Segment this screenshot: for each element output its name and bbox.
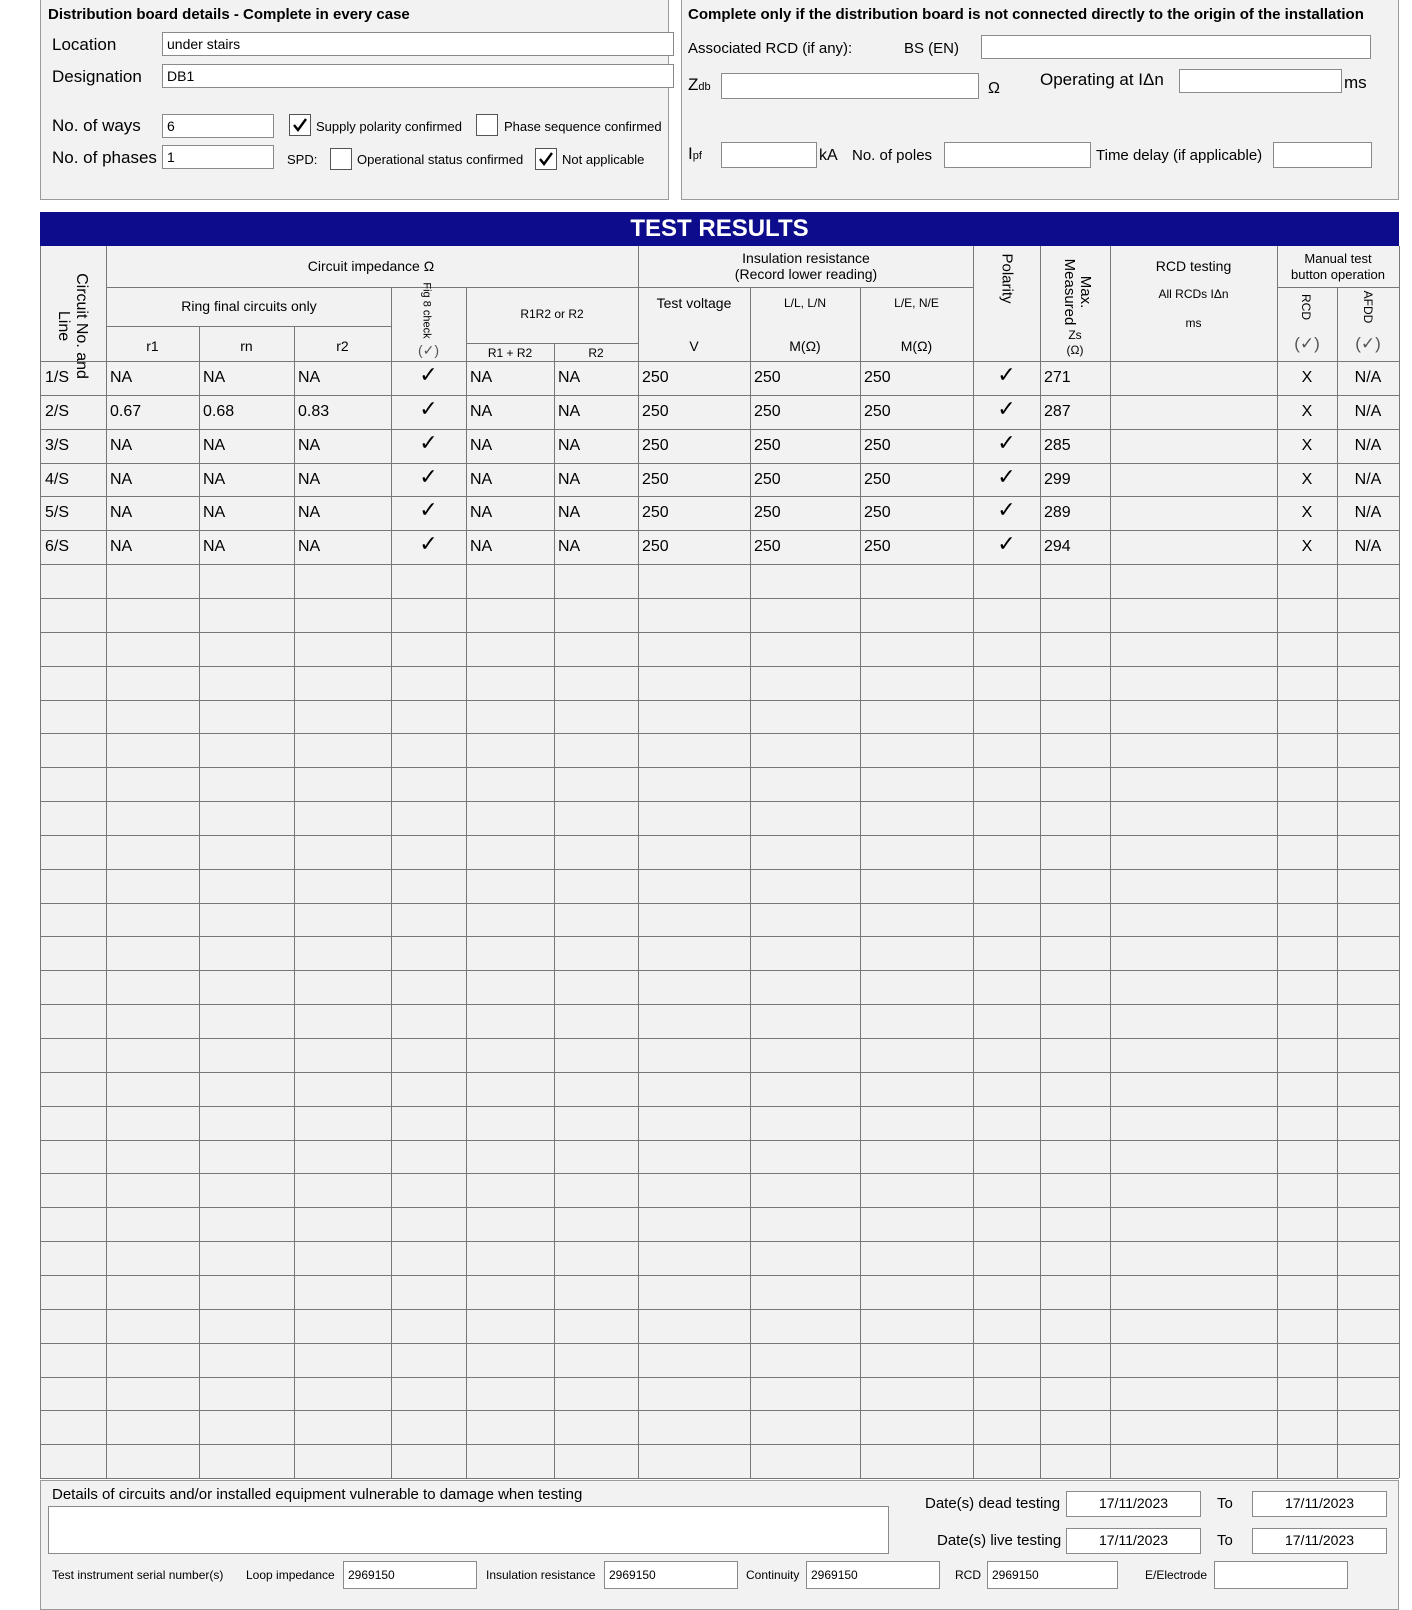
cell-fig8[interactable]: ✓ [419, 464, 438, 489]
cell-zs[interactable]: 271 [1044, 369, 1071, 386]
grid-border-right [1399, 246, 1400, 1478]
dead-testing-label: Date(s) dead testing [925, 1495, 1061, 1512]
grid-hline [40, 598, 1399, 599]
cell-polarity[interactable]: ✓ [997, 464, 1016, 489]
delay-field[interactable] [1273, 142, 1372, 168]
grid-hline [40, 869, 1399, 870]
header-rcd: RCD [1299, 294, 1313, 320]
cell-voltage[interactable]: 250 [642, 504, 669, 521]
cell-voltage[interactable]: 250 [642, 369, 669, 386]
grid-hline [40, 1343, 1399, 1344]
associated-rcd-label: Associated RCD (if any): [688, 40, 853, 57]
cell-r2b[interactable]: NA [558, 504, 581, 521]
ways-field[interactable]: 6 [162, 114, 274, 138]
poles-label: No. of poles [852, 147, 933, 164]
grid-vline [466, 287, 467, 1478]
header-ring-final: Ring final circuits only [181, 298, 317, 314]
grid-hline [40, 666, 1399, 667]
supply-polarity-label: Supply polarity confirmed [316, 119, 462, 134]
phases-label: No. of phases [52, 148, 157, 167]
cell-circuit[interactable]: 6/S [45, 538, 70, 555]
cell-r2b[interactable]: NA [558, 369, 581, 386]
cell-rcd[interactable]: X [1301, 538, 1313, 555]
not-applicable-label: Not applicable [562, 152, 645, 167]
operating-label: Operating at IΔn [1040, 70, 1164, 89]
grid-hline [40, 801, 1399, 802]
header-all-rcds: All RCDs IΔn [1158, 287, 1229, 301]
rcd-instrument-field[interactable]: 2969150 [987, 1561, 1118, 1589]
cell-afdd[interactable]: N/A [1354, 538, 1382, 555]
phase-sequence-checkbox[interactable] [476, 114, 498, 136]
grid-hline [40, 463, 1399, 464]
header-v: V [689, 338, 699, 354]
cell-afdd[interactable]: N/A [1354, 437, 1382, 454]
grid-hline [40, 1004, 1399, 1005]
grid-hline [40, 1410, 1399, 1411]
dead-from-field[interactable]: 17/11/2023 [1066, 1491, 1201, 1517]
grid-vline [973, 246, 974, 1478]
cell-zs[interactable]: 294 [1044, 538, 1071, 555]
ms-label: ms [1344, 73, 1367, 92]
location-label: Location [52, 35, 117, 54]
header-afdd: AFDD [1361, 290, 1375, 324]
zdb-field[interactable] [721, 73, 979, 99]
cell-circuit[interactable]: 3/S [45, 437, 70, 454]
cell-le[interactable]: 250 [864, 538, 891, 555]
header-r2: r2 [336, 338, 349, 354]
designation-label: Designation [52, 67, 142, 86]
header-r1: r1 [146, 338, 159, 354]
checkmark-icon [538, 151, 554, 167]
cell-r1[interactable]: NA [110, 369, 133, 386]
operational-status-checkbox[interactable] [330, 148, 352, 170]
poles-field[interactable] [944, 142, 1091, 168]
grid-vline [106, 246, 107, 1478]
phase-sequence-label: Phase sequence confirmed [504, 119, 662, 134]
cell-r2[interactable]: NA [298, 437, 321, 454]
grid-hline [40, 700, 1399, 701]
cell-fig8[interactable]: ✓ [419, 430, 438, 455]
cell-r2[interactable]: NA [298, 538, 321, 555]
cell-voltage[interactable]: 250 [642, 437, 669, 454]
supply-polarity-checkbox[interactable] [289, 114, 311, 136]
header-zs-ohm: (Ω) [1066, 343, 1084, 357]
not-applicable-checkbox[interactable] [535, 148, 557, 170]
grid-vline [638, 246, 639, 1478]
cell-r1r2[interactable]: NA [470, 369, 493, 386]
grid-hline [40, 1173, 1399, 1174]
header-polarity: Polarity [998, 253, 1016, 304]
cell-polarity[interactable]: ✓ [997, 531, 1016, 556]
cell-voltage[interactable]: 250 [642, 471, 669, 488]
grid-hline [40, 1275, 1399, 1276]
cell-zs[interactable]: 299 [1044, 471, 1071, 488]
header-test-voltage: Test voltage [656, 295, 732, 311]
cell-polarity[interactable]: ✓ [997, 430, 1016, 455]
grid-vline [391, 287, 392, 1478]
instrument-label: Test instrument serial number(s) [52, 1568, 224, 1582]
ipf-main: I [688, 144, 693, 163]
header-circuit-no: Circuit No. and Line [55, 273, 90, 379]
cell-circuit[interactable]: 4/S [45, 471, 70, 488]
grid-hline [40, 564, 1399, 565]
cell-r2b[interactable]: NA [558, 403, 581, 420]
grid-hline [106, 287, 638, 288]
header-manual-2: button operation [1291, 267, 1385, 282]
cell-r1[interactable]: NA [110, 538, 133, 555]
operational-status-label: Operational status confirmed [357, 152, 524, 167]
grid-hline [106, 326, 391, 327]
loop-label: Loop impedance [246, 1568, 335, 1582]
cell-rcd[interactable]: X [1301, 437, 1313, 454]
cell-afdd[interactable]: N/A [1354, 504, 1382, 521]
board-details-title: Distribution board details - Complete in every case [48, 6, 410, 23]
header-circuit-impedance: Circuit impedance Ω [307, 258, 435, 274]
origin-panel [681, 0, 1399, 200]
grid-hline [40, 1072, 1399, 1073]
cell-fig8[interactable]: ✓ [419, 396, 438, 421]
ipf-field[interactable] [721, 142, 817, 168]
cell-r2b[interactable]: NA [558, 538, 581, 555]
grid-hline [40, 767, 1399, 768]
header-insulation-2: (Record lower reading) [734, 266, 878, 282]
grid-hline [40, 1478, 1399, 1479]
cell-rcd[interactable]: X [1301, 471, 1313, 488]
test-results-title: TEST RESULTS [40, 212, 1399, 246]
cell-polarity[interactable]: ✓ [997, 497, 1016, 522]
ohm-label: Ω [988, 80, 1000, 97]
cell-rn[interactable]: 0.68 [203, 403, 235, 420]
cell-rcd[interactable]: X [1301, 369, 1313, 386]
operating-field[interactable] [1179, 69, 1342, 93]
cell-fig8[interactable]: ✓ [419, 362, 438, 387]
header-zs: Zs [1068, 328, 1082, 342]
grid-vline [554, 343, 555, 1478]
grid-hline [40, 1309, 1399, 1310]
header-fig8-tick: (✓) [417, 342, 440, 358]
grid-hline [40, 970, 1399, 971]
cell-zs[interactable]: 285 [1044, 437, 1071, 454]
cell-rn[interactable]: NA [203, 369, 226, 386]
phases-field[interactable]: 1 [162, 145, 274, 169]
vulnerable-label: Details of circuits and/or installed equipment vulnerable to damage when testing [52, 1486, 583, 1503]
header-r1r2-or-r2: R1R2 or R2 [520, 307, 584, 321]
header-rcd-ms: ms [1185, 316, 1202, 330]
origin-title: Complete only if the distribution board is not connected directly to the origin of the installation [688, 6, 1364, 23]
grid-vline [1040, 246, 1041, 1478]
cell-zs[interactable]: 287 [1044, 403, 1071, 420]
live-from-field[interactable]: 17/11/2023 [1066, 1528, 1201, 1554]
zdb-sub: db [698, 81, 711, 93]
grid-hline [40, 936, 1399, 937]
header-r2-col: R2 [588, 346, 604, 360]
grid-hline [40, 903, 1399, 904]
cell-r1[interactable]: 0.67 [110, 403, 142, 420]
header-r1-plus-r2: R1 + R2 [487, 346, 533, 360]
zdb-label [688, 75, 711, 95]
cell-ll[interactable]: 250 [754, 437, 781, 454]
grid-hline [40, 429, 1399, 430]
cell-le[interactable]: 250 [864, 403, 891, 420]
grid-hline [40, 395, 1399, 396]
cell-voltage[interactable]: 250 [642, 538, 669, 555]
loop-field[interactable]: 2969150 [343, 1561, 477, 1589]
ka-label: kA [819, 147, 838, 164]
designation-field[interactable]: DB1 [162, 64, 674, 88]
grid-hline [40, 1444, 1399, 1445]
cell-rcd[interactable]: X [1301, 403, 1313, 420]
spd-label: SPD: [287, 152, 318, 167]
cell-afdd[interactable]: N/A [1354, 369, 1382, 386]
cell-fig8[interactable]: ✓ [419, 497, 438, 522]
cell-r1r2[interactable]: NA [470, 538, 493, 555]
header-rn: rn [240, 338, 253, 354]
zdb-main: Z [688, 75, 699, 94]
cell-r2b[interactable]: NA [558, 437, 581, 454]
electrode-label: E/Electrode [1145, 1568, 1208, 1582]
cell-r2[interactable]: NA [298, 471, 321, 488]
insulation-field[interactable]: 2969150 [604, 1561, 738, 1589]
vulnerable-field[interactable] [48, 1506, 889, 1554]
cell-ll[interactable]: 250 [754, 403, 781, 420]
header-le-ne: L/E, N/E [894, 296, 939, 310]
grid-hline [40, 1241, 1399, 1242]
live-to-field[interactable]: 17/11/2023 [1252, 1528, 1387, 1554]
cell-fig8[interactable]: ✓ [419, 531, 438, 556]
cell-rn[interactable]: NA [203, 471, 226, 488]
cell-r1[interactable]: NA [110, 471, 133, 488]
cell-ll[interactable]: 250 [754, 538, 781, 555]
cell-r1r2[interactable]: NA [470, 504, 493, 521]
header-afdd-tick: (✓) [1355, 334, 1381, 353]
grid-vline [1277, 246, 1278, 1478]
grid-vline [294, 326, 295, 1478]
header-rcd-tick: (✓) [1294, 334, 1320, 353]
ipf-sub: pf [692, 150, 702, 162]
header-manual-1: Manual test [1304, 251, 1372, 266]
grid-hline [40, 1140, 1399, 1141]
grid-hline [40, 1207, 1399, 1208]
grid-hline [40, 733, 1399, 734]
grid-hline [40, 1106, 1399, 1107]
grid-header-bottom [40, 361, 1399, 362]
cell-r2[interactable]: NA [298, 504, 321, 521]
grid-hline [466, 343, 638, 344]
header-insulation-1: Insulation resistance [742, 250, 870, 266]
rcd-instrument-label: RCD [955, 1568, 981, 1582]
header-mohm-2: M(Ω) [900, 338, 933, 354]
cell-rn[interactable]: NA [203, 538, 226, 555]
grid-hline [40, 835, 1399, 836]
grid-vline [1110, 246, 1111, 1478]
cell-afdd[interactable]: N/A [1354, 471, 1382, 488]
cell-r1[interactable]: NA [110, 504, 133, 521]
board-details-panel [40, 0, 669, 200]
grid-vline [1337, 287, 1338, 1478]
header-rcd-testing: RCD testing [1155, 258, 1232, 274]
header-max-measured: Max. Measured [1061, 258, 1094, 326]
live-to-label: To [1217, 1532, 1233, 1549]
cell-r1[interactable]: NA [110, 437, 133, 454]
delay-label: Time delay (if applicable) [1096, 147, 1263, 164]
cell-zs[interactable]: 289 [1044, 504, 1071, 521]
cell-circuit[interactable]: 5/S [45, 504, 70, 521]
cell-r1r2[interactable]: NA [470, 403, 493, 420]
checkmark-icon [292, 117, 308, 133]
bs-en-label: BS (EN) [904, 40, 960, 57]
cell-r1r2[interactable]: NA [470, 471, 493, 488]
cell-rn[interactable]: NA [203, 504, 226, 521]
live-testing-label: Date(s) live testing [937, 1532, 1062, 1549]
cell-circuit[interactable]: 2/S [45, 403, 70, 420]
header-fig8: Fig 8 check [420, 282, 433, 339]
grid-hline [40, 1377, 1399, 1378]
cell-ll[interactable]: 250 [754, 369, 781, 386]
cell-polarity[interactable]: ✓ [997, 396, 1016, 421]
cell-voltage[interactable]: 250 [642, 403, 669, 420]
cell-rcd[interactable]: X [1301, 504, 1313, 521]
cell-r2b[interactable]: NA [558, 471, 581, 488]
grid-hline [40, 530, 1399, 531]
grid-border-left [40, 246, 41, 1478]
dead-to-field[interactable]: 17/11/2023 [1252, 1491, 1387, 1517]
cell-r1r2[interactable]: NA [470, 437, 493, 454]
grid-hline [1277, 287, 1399, 288]
grid-hline [40, 632, 1399, 633]
cell-le[interactable]: 250 [864, 437, 891, 454]
grid-hline [40, 496, 1399, 497]
location-field[interactable]: under stairs [162, 32, 674, 56]
cell-r2[interactable]: 0.83 [298, 403, 330, 420]
continuity-label: Continuity [746, 1568, 800, 1582]
header-mohm-1: M(Ω) [789, 338, 821, 354]
grid-vline [750, 287, 751, 1478]
grid-vline [199, 326, 200, 1478]
cell-afdd[interactable]: N/A [1354, 403, 1382, 420]
bs-en-field[interactable] [981, 35, 1371, 59]
cell-le[interactable]: 250 [864, 471, 891, 488]
cell-ll[interactable]: 250 [754, 504, 781, 521]
electrode-field[interactable] [1214, 1561, 1348, 1589]
cell-rn[interactable]: NA [203, 437, 226, 454]
cell-le[interactable]: 250 [864, 504, 891, 521]
insulation-label: Insulation resistance [486, 1568, 596, 1582]
ways-label: No. of ways [52, 116, 141, 135]
continuity-field[interactable]: 2969150 [806, 1561, 940, 1589]
dead-to-label: To [1217, 1495, 1233, 1512]
grid-hline [40, 1038, 1399, 1039]
ipf-label [688, 144, 702, 164]
cell-circuit[interactable]: 1/S [45, 369, 70, 386]
test-results-grid [40, 246, 1399, 1478]
cell-polarity[interactable]: ✓ [997, 362, 1016, 387]
cell-le[interactable]: 250 [864, 369, 891, 386]
cell-r2[interactable]: NA [298, 369, 321, 386]
grid-hline [638, 287, 973, 288]
header-ll-ln: L/L, L/N [783, 296, 827, 310]
cell-ll[interactable]: 250 [754, 471, 781, 488]
grid-vline [860, 287, 861, 1478]
